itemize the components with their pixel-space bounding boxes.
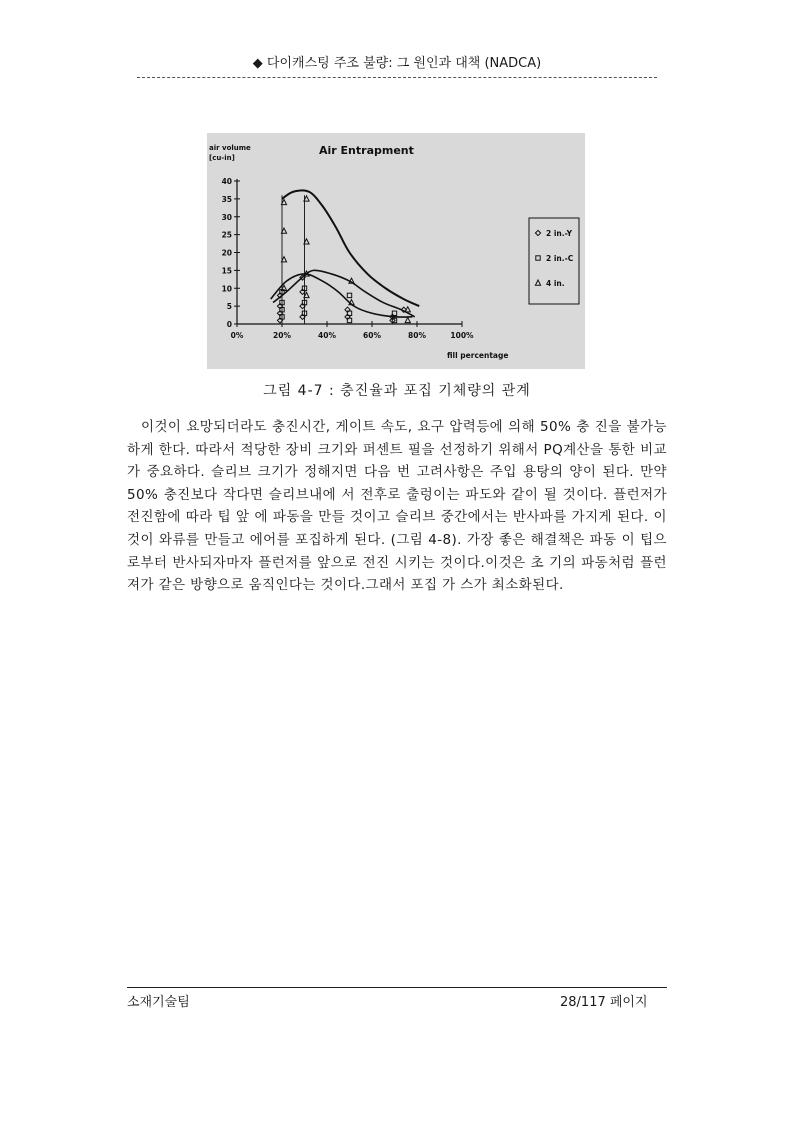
chart — [207, 133, 585, 369]
data-point-triangle — [405, 317, 410, 322]
y-tick-label: 40 — [221, 177, 232, 186]
data-point-square — [347, 293, 351, 297]
header-divider — [137, 77, 657, 78]
y-axis-label: air volume — [209, 144, 251, 152]
bullet-icon: ◆ — [252, 56, 263, 71]
x-tick-label: 40% — [318, 331, 336, 340]
footer-divider — [127, 987, 667, 988]
y-tick-label: 15 — [221, 266, 232, 276]
y-tick-label: 35 — [221, 194, 232, 204]
y-axis-unit-label: [cu-in] — [209, 154, 235, 162]
x-tick-label: 20% — [273, 331, 291, 340]
x-tick-label: 100% — [450, 331, 474, 340]
series-curve — [271, 274, 413, 317]
header-title: 다이캐스팅 주조 불량: 그 원인과 대책 (NADCA) — [266, 56, 542, 71]
x-axis-label: fill percentage — [447, 351, 509, 360]
x-tick-label: 60% — [363, 331, 381, 340]
legend-label: 4 in. — [546, 279, 565, 288]
footer-team: 소재기술팀 — [127, 995, 190, 1010]
y-tick-label: 10 — [221, 284, 232, 294]
paragraph-text: 이것이 요망되더라도 충진시간, 게이트 속도, 요구 압력등에 의해 50% 충 진을 불가능하게 한다. 따라서 적당한 장비 크기와 퍼센트 필을 선정하기 위해서 PQ계산을 통한 비교가 중요하다. 슬리브 크기가 정해지면 다음 번 고려사항은 주입 용탕의 양이 된다. 만약 50% 충진보다 작다면 슬리브내에 서 전후로 출렁이는 파도와 같이 될 것이다. 플런저가 전진함에 따라 팁 앞 에 파동을 만들 것이고 슬리브 중간에서는 반사파를 가지게 된다. 이것이 와류를 만들고 에어를 포집하게 된다. (그림 4-8). 가장 좋은 해결책은 파동 이 팁으로부터 반사되자마자 플런저를 앞으로 전진 시키는 것이다.이것은 초 기의 파동처럼 플런져가 같은 방향으로 움직인다는 것이다.그래서 포집 가 스가 최소화된다. — [127, 419, 667, 594]
y-tick-label: 5 — [226, 302, 232, 312]
body-paragraph — [127, 416, 667, 597]
y-tick-label: 25 — [221, 230, 232, 240]
chart-title: Air Entrapment — [319, 144, 414, 157]
figure-air-entrapment — [207, 133, 585, 369]
x-tick-label: 80% — [408, 331, 426, 340]
footer-page-number: 28/117 페이지 — [560, 995, 648, 1010]
y-tick-label: 20 — [221, 248, 232, 258]
y-tick-label: 30 — [221, 212, 232, 222]
y-tick-label: 0 — [226, 320, 232, 329]
legend-label: 2 in.-Y — [546, 229, 573, 238]
legend-label: 2 in.-C — [546, 254, 574, 263]
data-point-triangle — [405, 307, 410, 312]
x-tick-label: 0% — [230, 331, 244, 340]
figure-caption: 그림 4-7 : 충진율과 포집 기체량의 관계 — [263, 383, 531, 399]
page-header — [137, 52, 657, 71]
